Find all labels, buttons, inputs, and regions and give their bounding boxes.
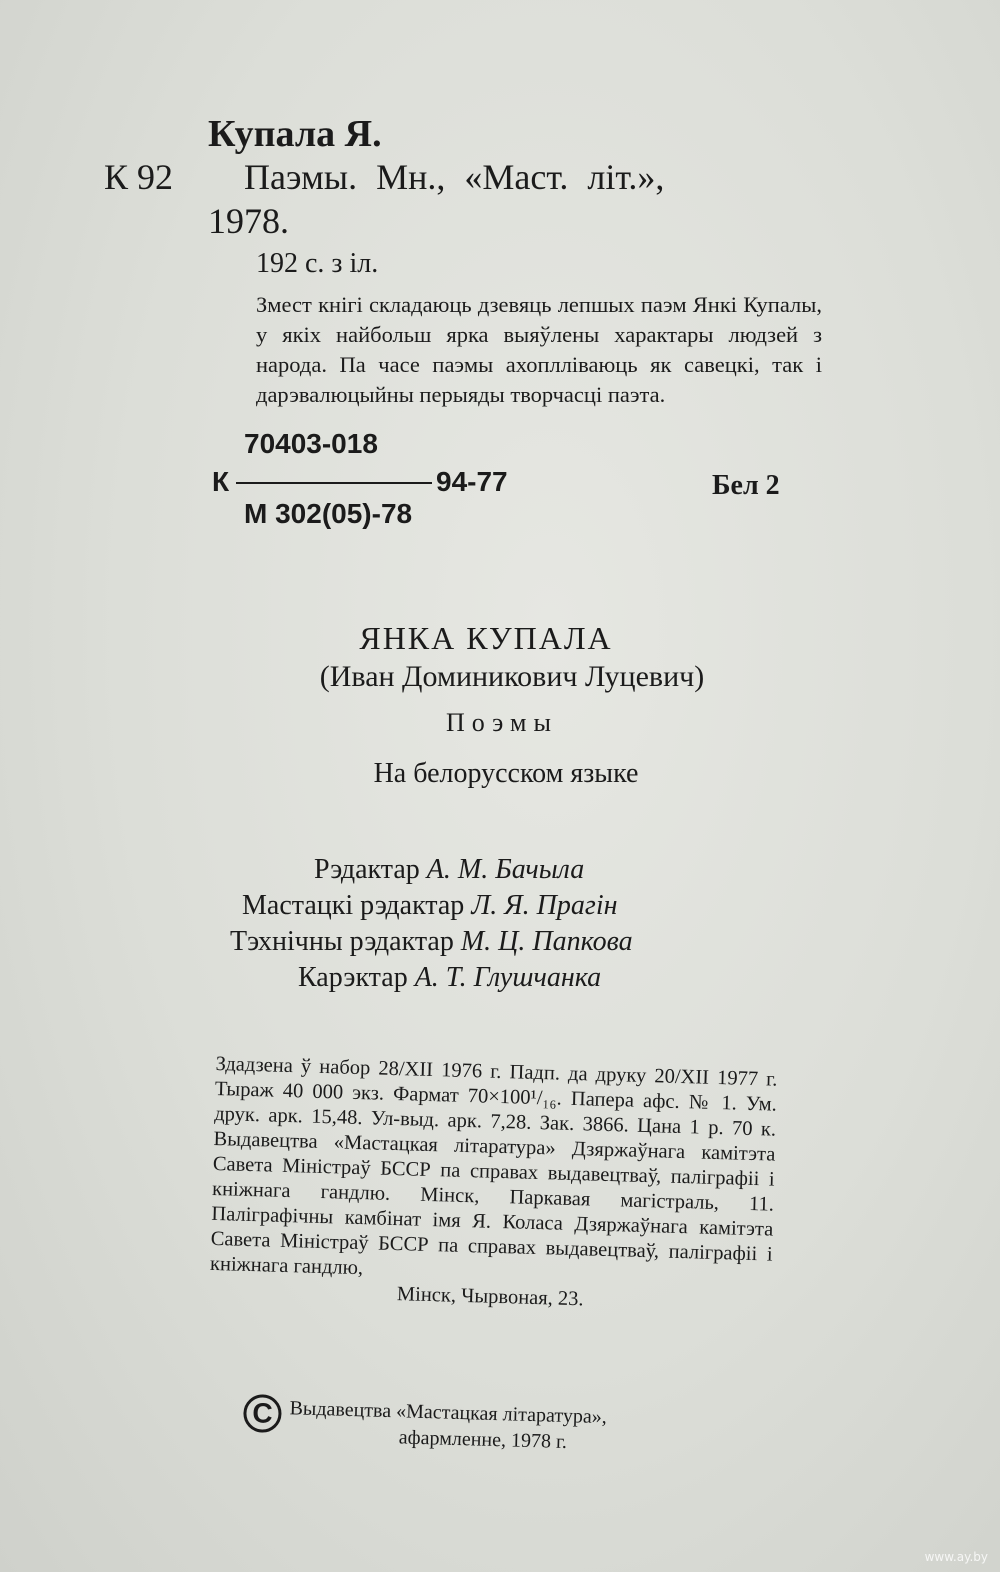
staff-role: Тэхнічны рэдактар: [230, 926, 454, 957]
catalog-index-code: К 92: [104, 157, 174, 197]
staff-person: М. Ц. Папкова: [460, 926, 633, 957]
technical-imprint-address: Мінск, Чырвоная, 23.: [396, 1283, 584, 1311]
catalog-code-letter: К: [212, 466, 230, 497]
technical-imprint-body: Здадзена ў набор 28/ХІІ 1976 г. Падп. да друку 20/ХІІ 1977 г. Тыраж 40 000 экз. Фармат 70×100¹/₁₆. Папера афс. № 1. Ум. друк. арк. 15,48. Ул-выд. арк. 7,28. Зак. 3866. Цана 1 р. 70 к. Выдавецтва «Мастацкая літаратура» Дзяржаўнага камітэта Савета Міністраў БССР па справах выдавецтваў, паліграфіі і кніжнага гандлю. Мінск, Паркавая магістраль, 11. Паліграфічны камбінат імя Я. Коласа Дзяржаўнага камітэта Савета Міністраў БССР па справах выдавецтваў, паліграфіі і кніжнага гандлю,: [209, 1052, 778, 1280]
catalog-code-top: 70403-018: [244, 428, 378, 459]
catalog-code-fraction-line: [236, 482, 432, 484]
staff-role: Мастацкі рэдактар: [242, 890, 465, 921]
staff-person: А. М. Бачыла: [426, 854, 585, 885]
staff-person: Л. Я. Прагін: [471, 890, 618, 921]
catalog-code-bottom: М 302(05)-78: [244, 498, 413, 529]
catalog-pages: 192 с. з іл.: [256, 248, 379, 279]
book-language: На белорусском языке: [373, 758, 639, 789]
copyright-icon: C: [243, 1394, 282, 1433]
staff-role: Карэктар: [298, 962, 408, 993]
staff-row: [230, 924, 633, 960]
staff-row: [298, 960, 633, 996]
copyright-line-2: афармленне, 1978 г.: [398, 1426, 568, 1454]
staff-person: А. Т. Глушчанка: [414, 962, 602, 993]
copyright-line-1: Выдавецтва «Мастацкая літаратура»,: [289, 1397, 608, 1429]
catalog-author: Купала Я.: [208, 113, 382, 155]
copyright-notice: [243, 1394, 764, 1460]
catalog-title-line: Паэмы. Мн., «Маст. літ.»,: [244, 157, 665, 197]
author-real-name: (Иван Доминикович Луцевич): [319, 660, 705, 693]
staff-row: [242, 888, 633, 924]
catalog-annotation: Змест кнігі складаюць дзевяць лепшых паэм Янкі Купалы, у якіх найбольш ярка выяўлены характары людзей з народа. Па часе паэмы ахоплліваюць як савецкі, так і дарэвалюцыйны перыяды творчасці паэта.: [256, 292, 822, 407]
technical-imprint: [209, 1052, 778, 1318]
catalog-bel-code: Бел 2: [712, 470, 780, 501]
staff-role: Рэдактар: [314, 854, 420, 885]
author-name-heading: ЯНКА КУПАЛА: [359, 620, 613, 656]
staff-row: [314, 852, 633, 888]
catalog-code-right: 94-77: [436, 466, 508, 497]
staff-credits: [230, 852, 633, 996]
catalog-year: 1978.: [208, 201, 289, 241]
site-watermark: www.ay.by: [924, 1550, 988, 1564]
book-genre: Поэмы: [446, 708, 558, 737]
